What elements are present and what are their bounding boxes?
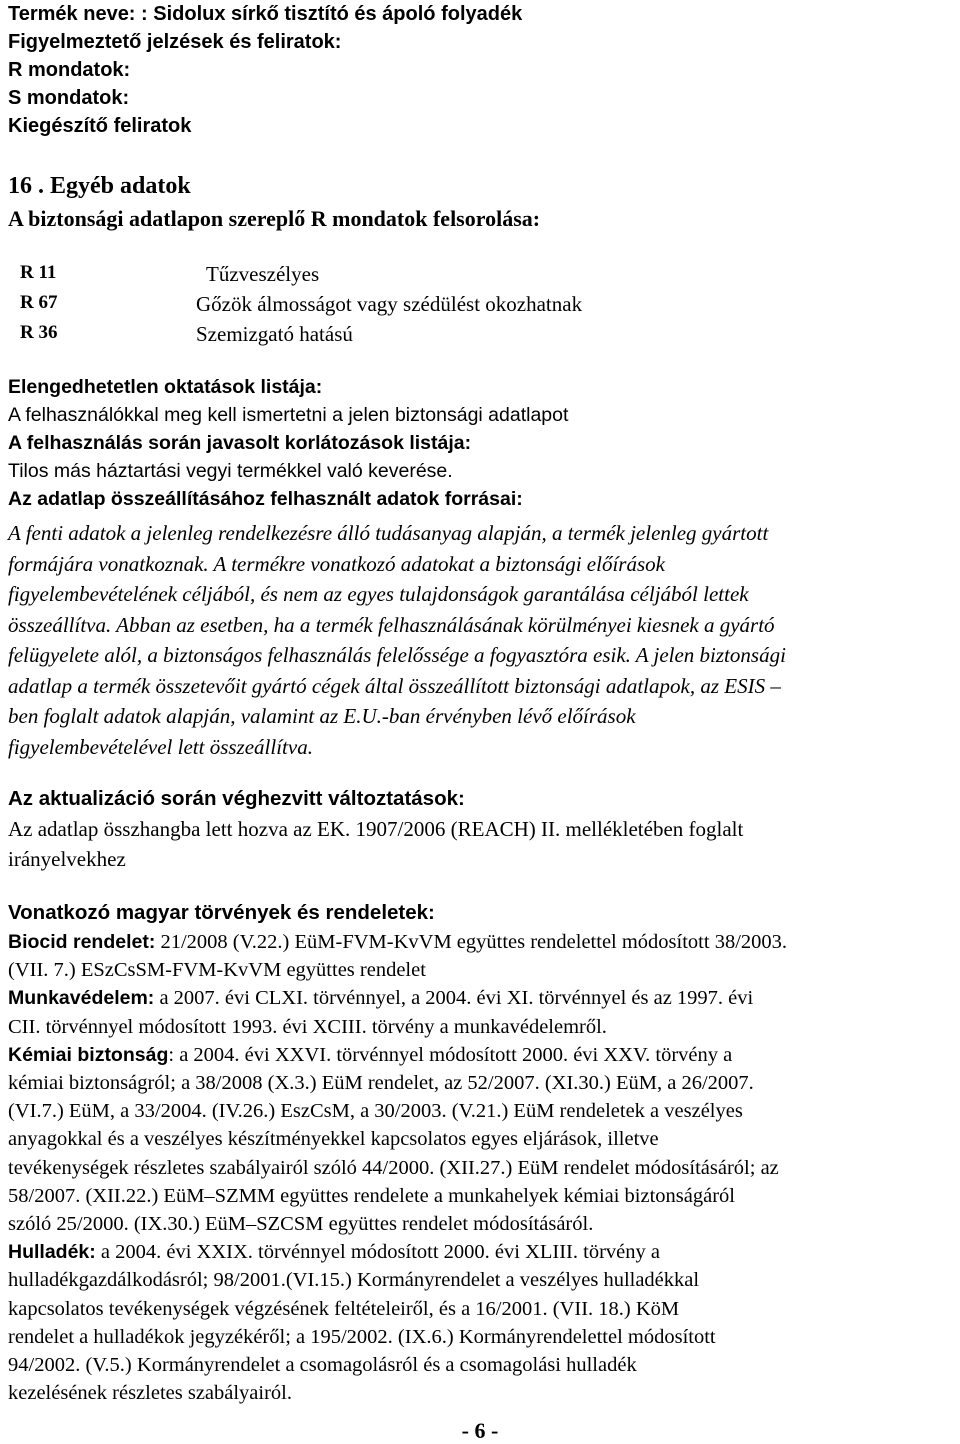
- chem-label: Kémiai biztonság: [8, 1043, 169, 1066]
- r-text: Gőzök álmosságot vagy szédülést okozhatnak: [196, 292, 583, 316]
- chem-text: 58/2007. (XII.22.) EüM–SZMM együttes rendelete a munkahelyek kémiai biztonságáról: [8, 1184, 735, 1207]
- sources-line: figyelembevételének céljából, és nem az egyes tulajdonságok garantálása céljából lettek: [8, 582, 749, 606]
- s-sentences-heading: S mondatok:: [8, 87, 130, 109]
- waste-label: Hulladék:: [8, 1241, 96, 1264]
- waste-text: kapcsolatos tevékenységek végzésének feltételeiről, és a 16/2001. (VII. 18.) KöM: [8, 1297, 680, 1320]
- chem-text: (VI.7.) EüM, a 33/2004. (IV.26.) EszCsM, a 30/2003. (V.21.) EüM rendeletek a veszélyes: [8, 1100, 743, 1123]
- warning-labels-heading: Figyelmeztető jelzések és feliratok:: [8, 31, 342, 53]
- biocid-label: Biocid rendelet:: [8, 931, 156, 953]
- waste-text: rendelet a hulladékok jegyzékéről; a 195/2002. (IX.6.) Kormányrendelettel módosított: [8, 1325, 716, 1348]
- training-section: [8, 373, 958, 513]
- update-section: [8, 784, 958, 874]
- update-line: irányelvekhez: [8, 847, 126, 871]
- biocid-text: 21/2008 (V.22.) EüM-FVM-KvVM együttes rendelettel módosított 38/2003.: [155, 931, 788, 953]
- sources-line: felügyelete alól, a biztonságos felhasználás felelőssége a fogyasztóra esik. A jelen biztonsági: [8, 643, 786, 667]
- waste-text: 94/2002. (V.5.) Kormányrendelet a csomagolásról és a csomagolási hulladék: [8, 1354, 637, 1377]
- product-name: Termék neve: : Sidolux sírkő tisztító és ápoló folyadék: [8, 3, 523, 25]
- page-number: - 6 -: [461, 1418, 499, 1443]
- work-text: CII. törvénnyel módosított 1993. évi XCIII. törvény a munkavédelemről.: [8, 1015, 607, 1038]
- sources-line: ben foglalt adatok alapján, valamint az E.U.-ban érvényben lévő előírások: [8, 704, 636, 728]
- r-code: R 67: [20, 292, 58, 313]
- work-label: Munkavédelem:: [8, 987, 155, 1010]
- waste-text: hulladékgazdálkodásról; 98/2001.(VI.15.) Kormányrendelet a veszélyes hulladékkal: [8, 1269, 700, 1292]
- chem-text: kémiai biztonságról; a 38/2008 (X.3.) EüM rendelet, az 52/2007. (XI.30.) EüM, a 26/2007.: [8, 1072, 754, 1095]
- r-text: Tűzveszélyes: [206, 262, 320, 286]
- sources-line: formájára vonatkoznak. A termékre vonatkozó adatokat a biztonsági előírások: [8, 551, 665, 576]
- laws-section: [8, 898, 958, 1407]
- sources-heading: Az adatlap összeállításához felhasznált adatok forrásai:: [8, 488, 523, 510]
- laws-heading: Vonatkozó magyar törvények és rendeletek:: [8, 901, 435, 924]
- biocid-text: (VII. 7.) ESzCsSM-FVM-KvVM együttes rendelet: [8, 959, 426, 982]
- r-code: R 36: [20, 322, 58, 343]
- supplementary-heading: Kiegészítő feliratok: [8, 115, 192, 137]
- training-text: A felhasználókkal meg kell ismertetni a jelen biztonsági adatlapot: [8, 404, 569, 426]
- chem-text: tevékenységek részletes szabályairól szóló 44/2000. (XII.27.) EüM rendelet módosításáról; az: [8, 1156, 779, 1179]
- restrictions-text: Tilos más háztartási vegyi termékkel való keverése.: [8, 460, 453, 482]
- r-list-heading: A biztonsági adatlapon szereplő R mondatok felsorolása:: [8, 206, 541, 231]
- waste-text: a 2004. évi XXIX. törvénnyel módosított 2000. évi XLIII. törvény a: [95, 1241, 660, 1264]
- sources-line: figyelembevételével lett összeállítva.: [8, 734, 313, 759]
- restrictions-heading: A felhasználás során javasolt korlátozások listája:: [8, 432, 472, 454]
- chem-text: : a 2004. évi XXVI. törvénnyel módosított 2000. évi XXV. törvény a: [168, 1043, 733, 1066]
- section-title: 16 . Egyéb adatok: [8, 173, 191, 199]
- r-text: Szemizgató hatású: [196, 322, 353, 346]
- work-text: a 2007. évi CLXI. törvénnyel, a 2004. évi XI. törvénnyel és az 1997. évi: [154, 987, 754, 1010]
- sources-line: összeállítva. Abban az esetben, ha a termék felhasználásának körülményei kiesnek a gyártó: [8, 612, 775, 637]
- training-heading: Elengedhetetlen oktatások listája:: [8, 376, 323, 398]
- update-heading: Az aktualizáció során véghezvitt változtatások:: [8, 787, 465, 810]
- sources-line: adatlap a termék összetevőit gyártó cégek által összeállított biztonsági adatlapok, az ESIS –: [8, 673, 781, 698]
- r-sentences-heading: R mondatok:: [8, 59, 131, 81]
- chem-text: szóló 25/2000. (IX.30.) EüM–SZCSM együttes rendelet módosításáról.: [8, 1213, 594, 1236]
- chem-text: anyagokkal és a veszélyes készítményekkel kapcsolatos egyes eljárások, illetve: [8, 1128, 659, 1151]
- sources-paragraph: [8, 518, 958, 762]
- waste-text: kezelésének részletes szabályairól.: [8, 1382, 292, 1405]
- update-line: Az adatlap összhangba lett hozva az EK. 1907/2006 (REACH) II. mellékletében foglalt: [8, 817, 744, 841]
- r-code: R 11: [20, 262, 57, 283]
- sources-line: A fenti adatok a jelenleg rendelkezésre álló tudásanyag alapján, a termék jelenleg gyártott: [8, 521, 769, 545]
